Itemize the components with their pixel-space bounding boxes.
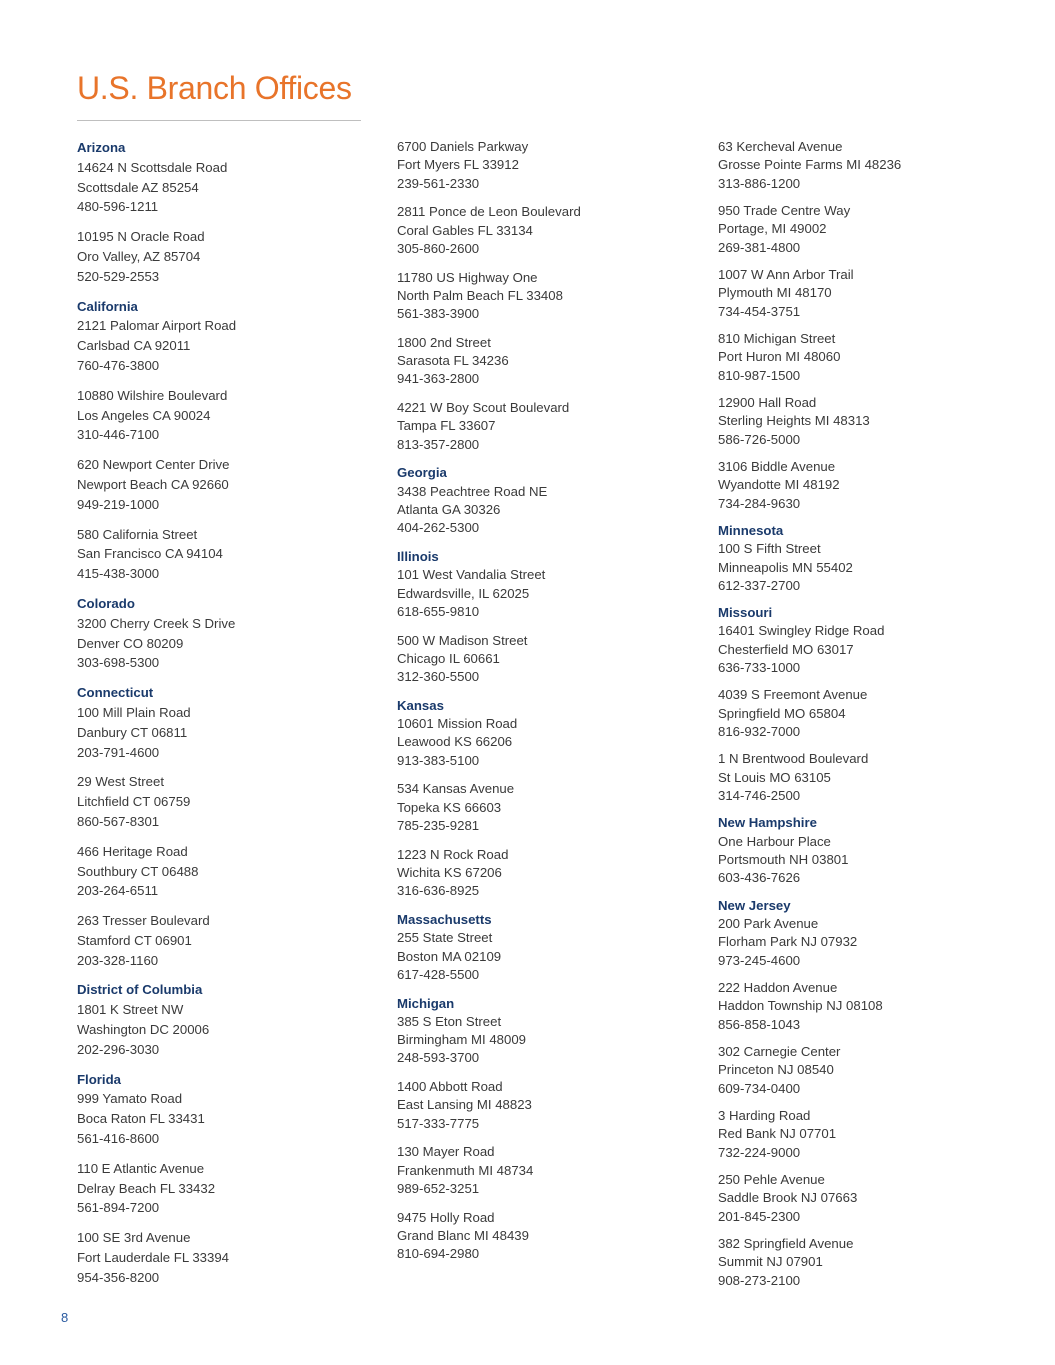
office-phone: 269-381-4800 xyxy=(718,239,801,255)
office-phone: 810-987-1500 xyxy=(718,367,801,383)
state-heading: Colorado xyxy=(77,595,135,611)
office-city: Boca Raton FL 33431 xyxy=(77,1111,205,1127)
office-phone: 816-932-7000 xyxy=(718,724,801,740)
office-street: 580 California Street xyxy=(77,526,198,542)
office-street: 14624 N Scottsdale Road xyxy=(77,159,228,175)
office-phone: 609-734-0400 xyxy=(718,1080,801,1096)
page-number: 8 xyxy=(61,1310,69,1325)
office-phone: 973-245-4600 xyxy=(718,952,801,968)
office-phone: 201-845-2300 xyxy=(718,1208,801,1224)
office-street: 810 Michigan Street xyxy=(718,330,836,346)
office-street: 1800 2nd Street xyxy=(397,334,491,350)
office-street: 16401 Swingley Ridge Road xyxy=(718,623,885,639)
office-entry xyxy=(77,1070,377,1149)
office-entry xyxy=(718,330,1028,385)
office-entry xyxy=(397,1209,697,1264)
office-phone: 949-219-1000 xyxy=(77,496,160,512)
office-column-2 xyxy=(397,138,697,1274)
office-phone: 561-894-7200 xyxy=(77,1200,160,1216)
office-entry xyxy=(718,1235,1028,1290)
office-street: 999 Yamato Road xyxy=(77,1091,183,1107)
office-phone: 612-337-2700 xyxy=(718,577,801,593)
office-city: Tampa FL 33607 xyxy=(397,418,496,434)
office-entry xyxy=(397,138,697,193)
office-entry xyxy=(397,1078,697,1133)
office-street: 302 Carnegie Center xyxy=(718,1043,841,1059)
office-entry xyxy=(718,1171,1028,1226)
office-entry xyxy=(397,632,697,687)
office-entry xyxy=(77,1159,377,1218)
office-phone: 517-333-7775 xyxy=(397,1115,480,1131)
office-city: Los Angeles CA 90024 xyxy=(77,407,211,423)
office-phone: 415-438-3000 xyxy=(77,566,160,582)
state-heading: District of Columbia xyxy=(77,982,203,998)
state-heading: Arizona xyxy=(77,140,126,155)
office-city: Carlsbad CA 92011 xyxy=(77,338,191,354)
office-phone: 856-858-1043 xyxy=(718,1016,801,1032)
office-entry xyxy=(718,266,1028,321)
office-city: Topeka KS 66603 xyxy=(397,799,502,815)
office-city: Chicago IL 60661 xyxy=(397,650,500,666)
office-street: 100 S Fifth Street xyxy=(718,541,821,557)
office-entry xyxy=(77,594,377,673)
office-entry xyxy=(718,750,1028,805)
office-phone: 954-356-8200 xyxy=(77,1269,160,1285)
office-entry xyxy=(77,525,377,584)
office-phone: 203-791-4600 xyxy=(77,744,160,760)
office-entry xyxy=(77,842,377,901)
office-phone: 760-476-3800 xyxy=(77,357,160,373)
office-entry xyxy=(718,458,1028,513)
office-city: Leawood KS 66206 xyxy=(397,734,513,750)
office-entry xyxy=(718,897,1028,970)
office-city: Frankenmuth MI 48734 xyxy=(397,1162,534,1178)
office-phone: 813-357-2800 xyxy=(397,436,480,452)
office-street: 10601 Mission Road xyxy=(397,716,518,732)
office-city: San Francisco CA 94104 xyxy=(77,546,223,562)
office-street: 466 Heritage Road xyxy=(77,843,188,859)
office-entry xyxy=(77,227,377,286)
office-entry xyxy=(77,911,377,970)
office-street: 500 W Madison Street xyxy=(397,632,528,648)
state-heading: Minnesota xyxy=(718,522,784,538)
office-street: 6700 Daniels Parkway xyxy=(397,139,529,154)
office-entry xyxy=(77,1228,377,1287)
office-city: Wichita KS 67206 xyxy=(397,865,502,880)
office-entry xyxy=(718,979,1028,1034)
state-heading: Connecticut xyxy=(77,685,154,701)
office-entry xyxy=(718,138,1028,193)
office-phone: 941-363-2800 xyxy=(397,371,480,387)
office-entry xyxy=(397,911,697,984)
office-street: 385 S Eton Street xyxy=(397,1013,502,1029)
state-heading: Missouri xyxy=(718,605,773,621)
office-street: One Harbour Place xyxy=(718,833,831,849)
office-entry xyxy=(718,1043,1028,1098)
office-city: North Palm Beach FL 33408 xyxy=(397,287,563,303)
office-street: 1801 K Street NW xyxy=(77,1002,184,1018)
office-entry xyxy=(397,269,697,324)
office-city: Fort Myers FL 33912 xyxy=(397,157,519,173)
office-phone: 248-593-3700 xyxy=(397,1050,480,1066)
office-phone: 913-383-5100 xyxy=(397,752,480,768)
office-city: Sarasota FL 34236 xyxy=(397,353,509,369)
office-entry xyxy=(397,995,697,1068)
office-street: 10195 N Oracle Road xyxy=(77,229,205,245)
office-city: Plymouth MI 48170 xyxy=(718,285,832,301)
office-phone: 561-416-8600 xyxy=(77,1131,160,1147)
office-street: 4039 S Freemont Avenue xyxy=(718,687,868,703)
office-phone: 202-296-3030 xyxy=(77,1041,160,1057)
office-city: Florham Park NJ 07932 xyxy=(718,934,858,950)
office-city: Portsmouth NH 03801 xyxy=(718,852,849,868)
office-city: Portage, MI 49002 xyxy=(718,221,827,237)
office-phone: 305-860-2600 xyxy=(397,240,480,256)
office-street: 1400 Abbott Road xyxy=(397,1079,503,1095)
office-street: 950 Trade Centre Way xyxy=(718,202,851,218)
office-phone: 617-428-5500 xyxy=(397,966,480,982)
state-heading: California xyxy=(77,298,138,314)
office-column-3 xyxy=(718,138,1028,1299)
office-street: 4221 W Boy Scout Boulevard xyxy=(397,400,570,416)
office-phone: 586-726-5000 xyxy=(718,431,801,447)
office-phone: 860-567-8301 xyxy=(77,813,160,829)
office-phone: 404-262-5300 xyxy=(397,520,480,536)
office-city: Grand Blanc MI 48439 xyxy=(397,1228,529,1243)
office-entry xyxy=(718,604,1028,677)
office-phone: 203-264-6511 xyxy=(77,883,159,899)
office-city: Edwardsville, IL 62025 xyxy=(397,585,530,601)
office-entry xyxy=(397,780,697,835)
office-entry xyxy=(77,683,377,762)
state-heading: New Jersey xyxy=(718,897,791,913)
office-street: 110 E Atlantic Avenue xyxy=(77,1160,205,1176)
state-heading: Michigan xyxy=(397,995,455,1011)
office-street: 222 Haddon Avenue xyxy=(718,980,838,995)
office-city: St Louis MO 63105 xyxy=(718,769,831,785)
office-entry xyxy=(718,394,1028,449)
office-city: Port Huron MI 48060 xyxy=(718,349,841,365)
office-street: 263 Tresser Boulevard xyxy=(77,913,210,929)
office-phone: 785-235-9281 xyxy=(397,818,480,834)
office-street: 100 Mill Plain Road xyxy=(77,704,191,720)
office-entry xyxy=(77,455,377,514)
office-city: Springfield MO 65804 xyxy=(718,705,846,721)
office-street: 12900 Hall Road xyxy=(718,394,817,410)
office-city: Danbury CT 06811 xyxy=(77,724,188,740)
office-street: 620 Newport Center Drive xyxy=(77,457,230,473)
office-phone: 314-746-2500 xyxy=(718,788,801,804)
office-city: Delray Beach FL 33432 xyxy=(77,1180,216,1196)
office-street: 1007 W Ann Arbor Trail xyxy=(718,266,854,282)
office-street: 1223 N Rock Road xyxy=(397,846,509,862)
office-entry xyxy=(77,980,377,1059)
office-street: 534 Kansas Avenue xyxy=(397,781,515,797)
office-entry xyxy=(77,138,377,217)
office-street: 101 West Vandalia Street xyxy=(397,567,546,583)
office-entry xyxy=(397,399,697,454)
office-street: 1 N Brentwood Boulevard xyxy=(718,751,869,767)
office-entry xyxy=(718,202,1028,257)
office-phone: 636-733-1000 xyxy=(718,660,801,676)
page-title: U.S. Branch Offices xyxy=(77,70,352,106)
office-phone: 732-224-9000 xyxy=(718,1144,801,1160)
office-entry xyxy=(397,334,697,389)
office-phone: 908-273-2100 xyxy=(718,1272,801,1288)
office-phone: 989-652-3251 xyxy=(397,1181,480,1197)
office-street: 3106 Biddle Avenue xyxy=(718,458,836,474)
office-street: 10880 Wilshire Boulevard xyxy=(77,387,228,403)
office-city: Oro Valley, AZ 85704 xyxy=(77,248,201,264)
office-column-1 xyxy=(77,138,377,1298)
office-city: Southbury CT 06488 xyxy=(77,863,199,879)
office-entry xyxy=(397,203,697,258)
office-entry xyxy=(77,772,377,831)
office-entry xyxy=(718,814,1028,887)
office-city: Coral Gables FL 33134 xyxy=(397,222,533,238)
office-phone: 312-360-5500 xyxy=(397,669,480,685)
office-phone: 561-383-3900 xyxy=(397,306,480,322)
office-city: Chesterfield MO 63017 xyxy=(718,641,854,657)
state-heading: New Hampshire xyxy=(718,815,817,831)
state-heading: Georgia xyxy=(397,465,447,481)
office-city: Princeton NJ 08540 xyxy=(718,1062,834,1078)
office-city: Summit NJ 07901 xyxy=(718,1254,823,1270)
office-city: Washington DC 20006 xyxy=(77,1022,210,1038)
office-city: Wyandotte MI 48192 xyxy=(718,477,840,493)
office-street: 29 West Street xyxy=(77,774,164,790)
office-entry xyxy=(718,522,1028,595)
office-city: Red Bank NJ 07701 xyxy=(718,1126,837,1142)
office-street: 2121 Palomar Airport Road xyxy=(77,318,237,334)
office-city: Boston MA 02109 xyxy=(397,948,502,964)
office-entry xyxy=(77,386,377,445)
office-street: 130 Mayer Road xyxy=(397,1144,495,1160)
office-city: Birmingham MI 48009 xyxy=(397,1032,527,1048)
state-heading: Illinois xyxy=(397,548,439,564)
state-heading: Florida xyxy=(77,1071,121,1087)
office-city: Scottsdale AZ 85254 xyxy=(77,179,199,195)
office-phone: 734-284-9630 xyxy=(718,495,801,511)
office-city: Newport Beach CA 92660 xyxy=(77,476,229,492)
office-city: Sterling Heights MI 48313 xyxy=(718,413,870,429)
state-heading: Kansas xyxy=(397,697,444,713)
office-phone: 203-328-1160 xyxy=(77,952,159,968)
office-street: 9475 Holly Road xyxy=(397,1209,495,1225)
office-entry xyxy=(397,548,697,621)
office-street: 2811 Ponce de Leon Boulevard xyxy=(397,204,581,220)
office-city: Fort Lauderdale FL 33394 xyxy=(77,1250,230,1266)
office-phone: 316-636-8925 xyxy=(397,883,480,899)
office-street: 255 State Street xyxy=(397,930,493,946)
office-city: East Lansing MI 48823 xyxy=(397,1097,532,1113)
office-entry xyxy=(718,686,1028,741)
office-street: 382 Springfield Avenue xyxy=(718,1235,854,1251)
office-entry xyxy=(397,846,697,901)
office-phone: 239-561-2330 xyxy=(397,175,480,191)
office-phone: 310-446-7100 xyxy=(77,427,160,443)
office-street: 200 Park Avenue xyxy=(718,916,819,932)
office-phone: 618-655-9810 xyxy=(397,603,480,619)
office-phone: 303-698-5300 xyxy=(77,655,160,671)
office-street: 63 Kercheval Avenue xyxy=(718,139,843,154)
office-phone: 520-529-2553 xyxy=(77,268,160,284)
title-divider xyxy=(77,120,361,121)
office-phone: 603-436-7626 xyxy=(718,870,801,886)
office-street: 11780 US Highway One xyxy=(397,269,538,285)
office-entry xyxy=(397,1143,697,1198)
office-phone: 313-886-1200 xyxy=(718,175,801,191)
office-city: Saddle Brook NJ 07663 xyxy=(718,1190,858,1206)
office-street: 3438 Peachtree Road NE xyxy=(397,483,548,499)
office-street: 3200 Cherry Creek S Drive xyxy=(77,615,236,631)
office-phone: 480-596-1211 xyxy=(77,199,159,215)
office-city: Stamford CT 06901 xyxy=(77,932,192,948)
office-entry xyxy=(77,297,377,376)
office-city: Atlanta GA 30326 xyxy=(397,502,501,517)
office-city: Haddon Township NJ 08108 xyxy=(718,998,883,1014)
office-entry xyxy=(397,697,697,770)
office-phone: 810-694-2980 xyxy=(397,1246,480,1262)
office-street: 250 Pehle Avenue xyxy=(718,1171,825,1187)
office-city: Grosse Pointe Farms MI 48236 xyxy=(718,157,902,173)
office-city: Denver CO 80209 xyxy=(77,635,184,651)
office-city: Litchfield CT 06759 xyxy=(77,794,191,810)
office-street: 3 Harding Road xyxy=(718,1107,811,1123)
office-city: Minneapolis MN 55402 xyxy=(718,559,853,575)
office-entry xyxy=(397,464,697,537)
office-phone: 734-454-3751 xyxy=(718,303,801,319)
office-entry xyxy=(718,1107,1028,1162)
office-street: 100 SE 3rd Avenue xyxy=(77,1230,191,1246)
state-heading: Massachusetts xyxy=(397,911,492,927)
